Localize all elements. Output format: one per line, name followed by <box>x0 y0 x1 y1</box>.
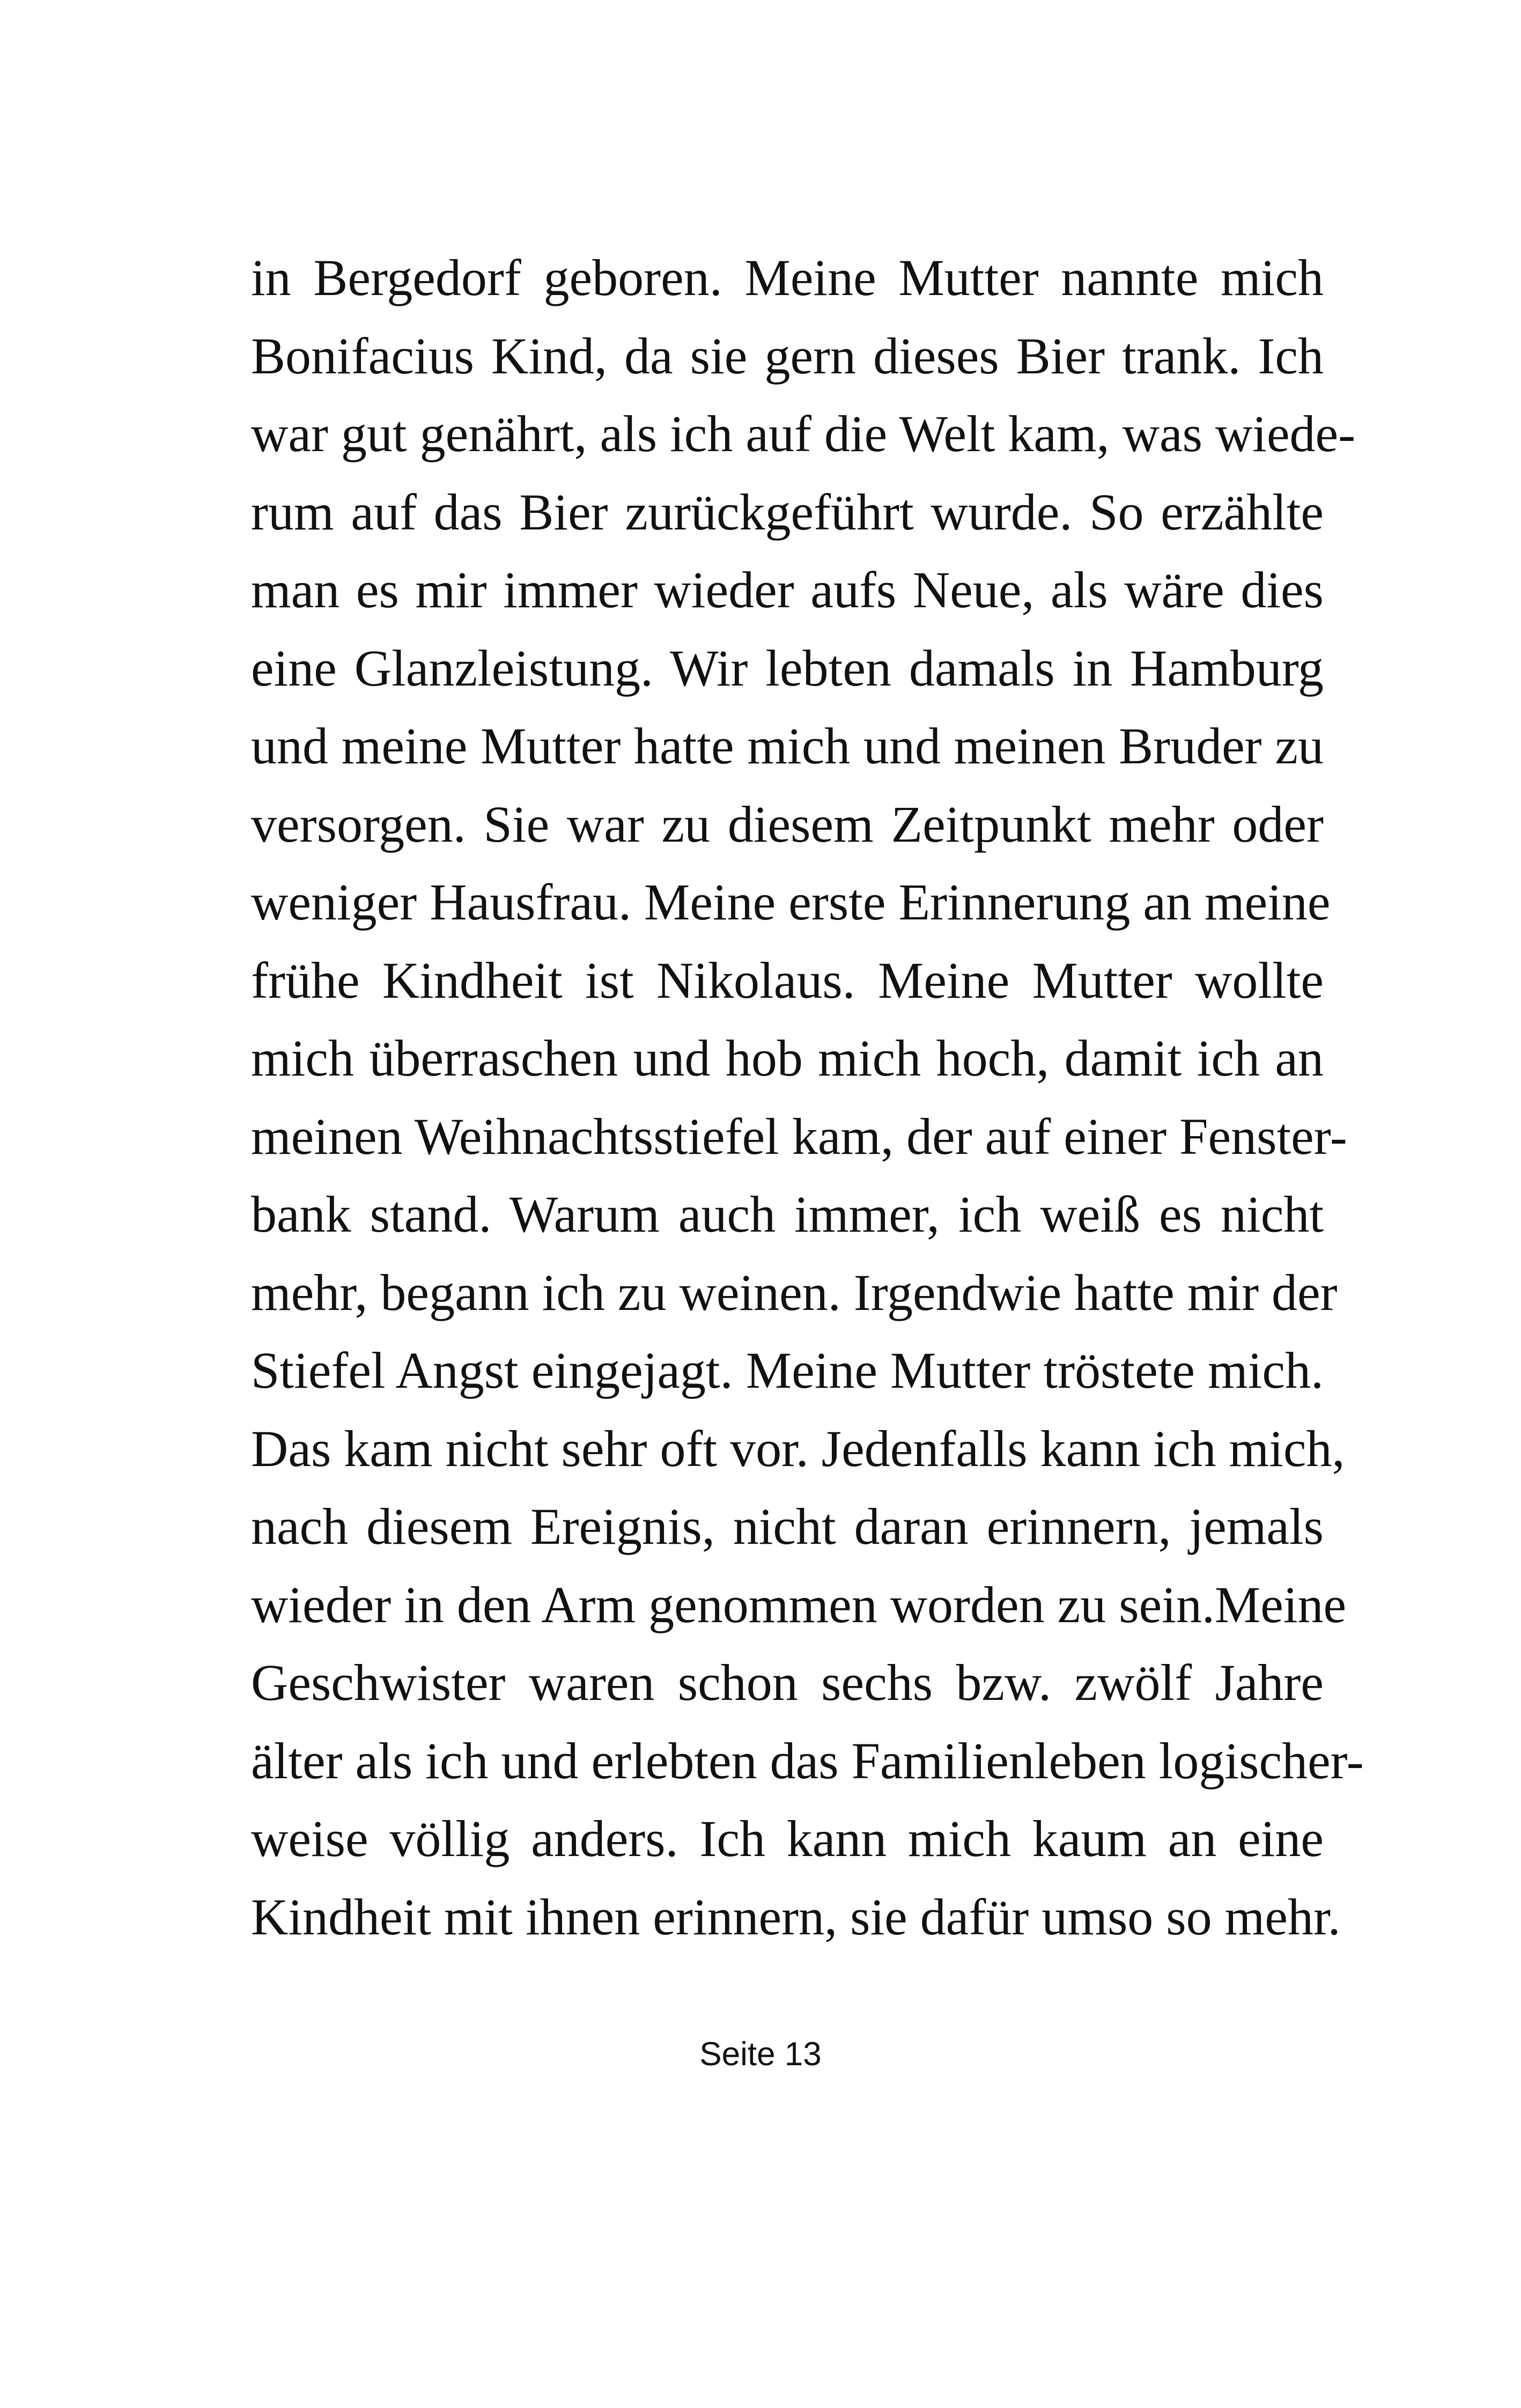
text-line: mehr, begann ich zu weinen. Irgendwie hatte mir der <box>251 1263 1338 1321</box>
text-line: Bonifacius Kind, da sie gern dieses Bier trank. Ich <box>251 327 1324 385</box>
text-line: weniger Hausfrau. Meine erste Erinnerung an meine <box>251 873 1331 931</box>
text-line: bank stand. Warum auch immer, ich weiß es nicht <box>251 1185 1324 1243</box>
text-line: weise völlig anders. Ich kann mich kaum an eine <box>251 1810 1324 1867</box>
text-line: Stiefel Angst eingejagt. Meine Mutter tröstete mich. <box>251 1342 1324 1399</box>
text-line: war gut genährt, als ich auf die Welt kam, was wiede- <box>251 405 1356 462</box>
text-line: meinen Weihnachtsstiefel kam, der auf einer Fenster- <box>251 1107 1347 1165</box>
text-line: wieder in den Arm genommen worden zu sein.Meine <box>251 1575 1347 1633</box>
text-line: mich überraschen und hob mich hoch, damit ich an <box>251 1029 1324 1087</box>
text-line: nach diesem Ereignis, nicht daran erinnern, jemals <box>251 1498 1324 1555</box>
text-line: man es mir immer wieder aufs Neue, als wäre dies <box>251 561 1324 618</box>
text-line: und meine Mutter hatte mich und meinen Bruder zu <box>251 717 1324 775</box>
body-text <box>251 239 1364 1956</box>
text-line: in Bergedorf geboren. Meine Mutter nannte mich <box>251 249 1324 306</box>
text-line: Kindheit mit ihnen erinnern, sie dafür umso so mehr. <box>251 1888 1341 1946</box>
text-line: frühe Kindheit ist Nikolaus. Meine Mutter wollte <box>251 951 1324 1009</box>
text-line: älter als ich und erlebten das Familienleben logischer- <box>251 1732 1364 1790</box>
page-number: Seite 13 <box>699 2036 822 2073</box>
text-line: versorgen. Sie war zu diesem Zeitpunkt mehr oder <box>251 795 1324 853</box>
text-line: Geschwister waren schon sechs bzw. zwölf Jahre <box>251 1654 1324 1711</box>
text-line: rum auf das Bier zurückgeführt wurde. So erzählte <box>251 483 1324 541</box>
text-line: Das kam nicht sehr oft vor. Jedenfalls kann ich mich, <box>251 1419 1345 1477</box>
text-line: eine Glanzleistung. Wir lebten damals in Hamburg <box>251 639 1324 697</box>
